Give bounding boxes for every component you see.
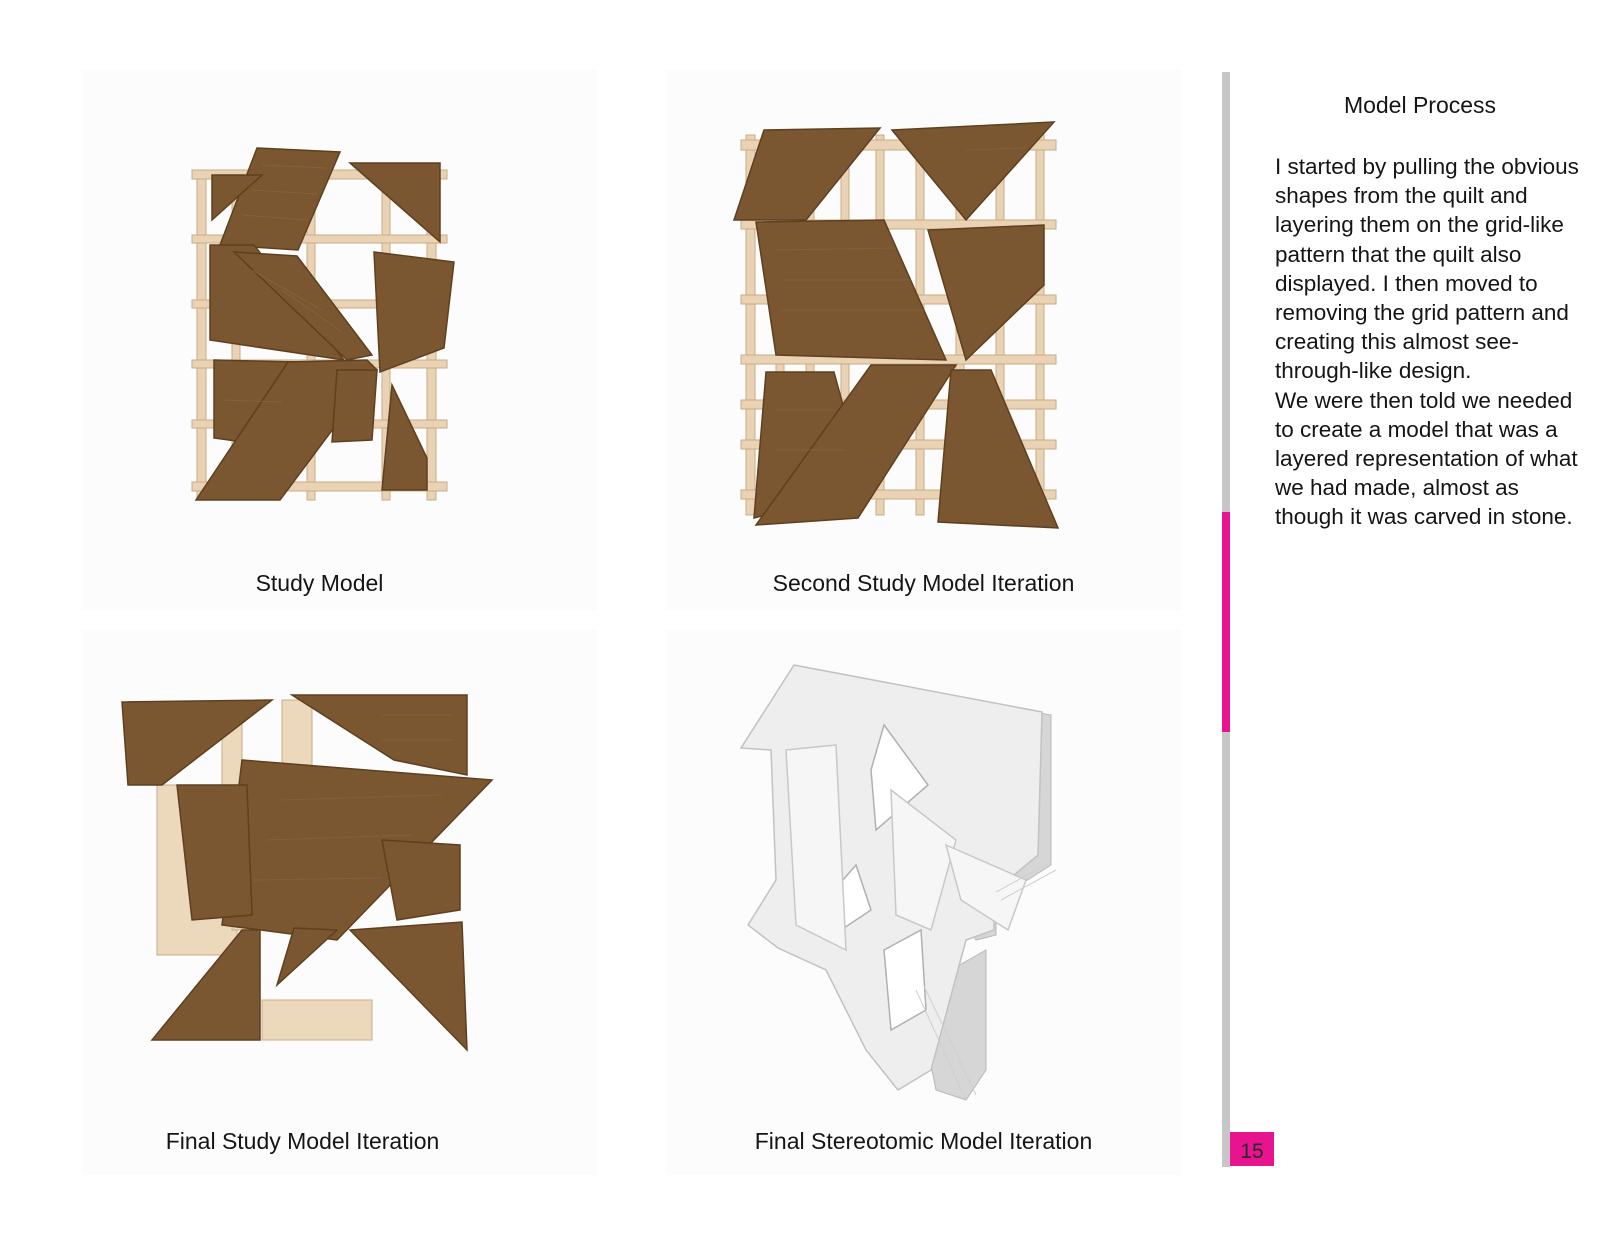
study-model-photo xyxy=(82,70,597,570)
figure-study-model xyxy=(82,70,597,610)
second-study-model-photo xyxy=(666,70,1181,570)
figure-stereotomic-model xyxy=(666,630,1181,1175)
section-title: Model Process xyxy=(1343,92,1497,118)
figure-second-study-model xyxy=(666,70,1181,610)
caption-second-study-model: Second Study Model Iteration xyxy=(772,570,1075,596)
figure-final-study-model xyxy=(82,630,597,1175)
final-study-model-photo xyxy=(82,630,597,1130)
body-paragraph-1: I started by pulling the obvious shapes from the quilt and layering them on the grid-like pattern that the quilt also displayed. I then moved to removing the grid pattern and creating this almost see-through-like design. xyxy=(1275,154,1579,384)
caption-study-model: Study Model xyxy=(255,570,384,596)
stereotomic-model-photo xyxy=(666,630,1181,1130)
caption-final-study-model: Final Study Model Iteration xyxy=(165,1128,440,1154)
caption-stereotomic-model: Final Stereotomic Model Iteration xyxy=(754,1128,1093,1154)
section-body xyxy=(1275,152,1585,532)
body-paragraph-2: We were then told we needed to create a model that was a layered representation of what we had made, almost as though it was carved in stone. xyxy=(1275,387,1578,530)
sidebar-accent-bar xyxy=(1222,512,1230,732)
page-number: 15 xyxy=(1230,1132,1274,1166)
